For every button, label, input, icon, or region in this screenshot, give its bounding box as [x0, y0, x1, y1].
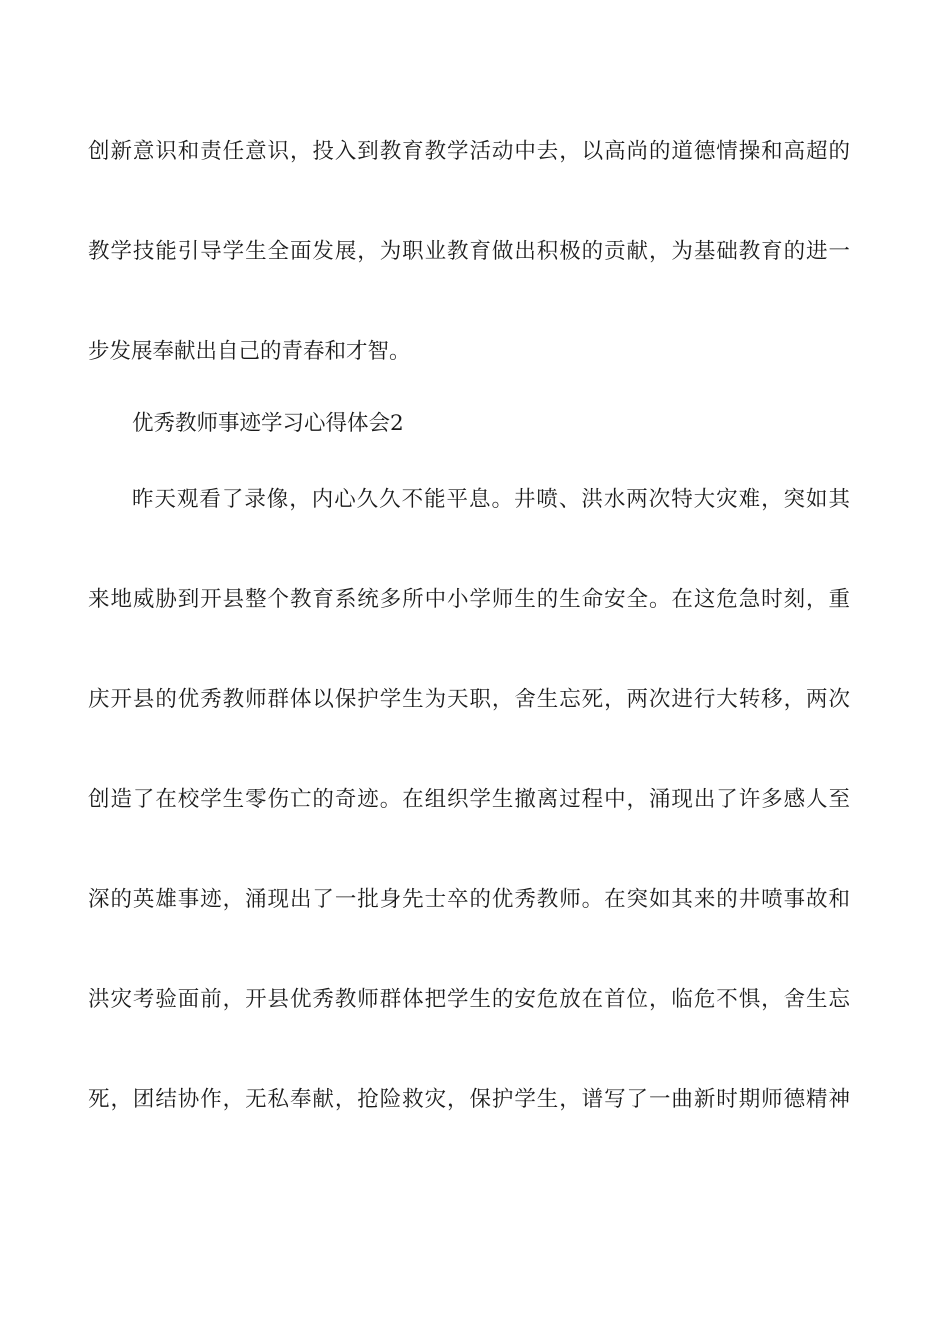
- paragraph-line: 创造了在校学生零伤亡的奇迹。在组织学生撤离过程中，涌现出了许多感人至: [88, 787, 850, 812]
- paragraph-line: 深的英雄事迹，涌现出了一批身先士卒的优秀教师。在突如其来的井喷事故和: [88, 887, 850, 912]
- paragraph-line: 创新意识和责任意识，投入到教育教学活动中去，以高尚的道德情操和高超的: [88, 139, 850, 164]
- paragraph-line: 洪灾考验面前，开县优秀教师群体把学生的安危放在首位，临危不惧，舍生忘: [88, 987, 850, 1012]
- paragraph-line: 庆开县的优秀教师群体以保护学生为天职，舍生忘死，两次进行大转移，两次: [88, 687, 850, 712]
- paragraph-line: 死，团结协作，无私奉献，抢险救灾，保护学生，谱写了一曲新时期师德精神: [88, 1087, 850, 1112]
- paragraph-line: 来地威胁到开县整个教育系统多所中小学师生的生命安全。在这危急时刻，重: [88, 587, 850, 612]
- paragraph-line: 教学技能引导学生全面发展，为职业教育做出积极的贡献，为基础教育的进一: [88, 239, 850, 264]
- paragraph-line: 步发展奉献出自己的青春和才智。: [88, 339, 411, 364]
- paragraph-line: 昨天观看了录像，内心久久不能平息。井喷、洪水两次特大灾难，突如其: [132, 487, 850, 512]
- section-heading: 优秀教师事迹学习心得体会2: [132, 411, 404, 436]
